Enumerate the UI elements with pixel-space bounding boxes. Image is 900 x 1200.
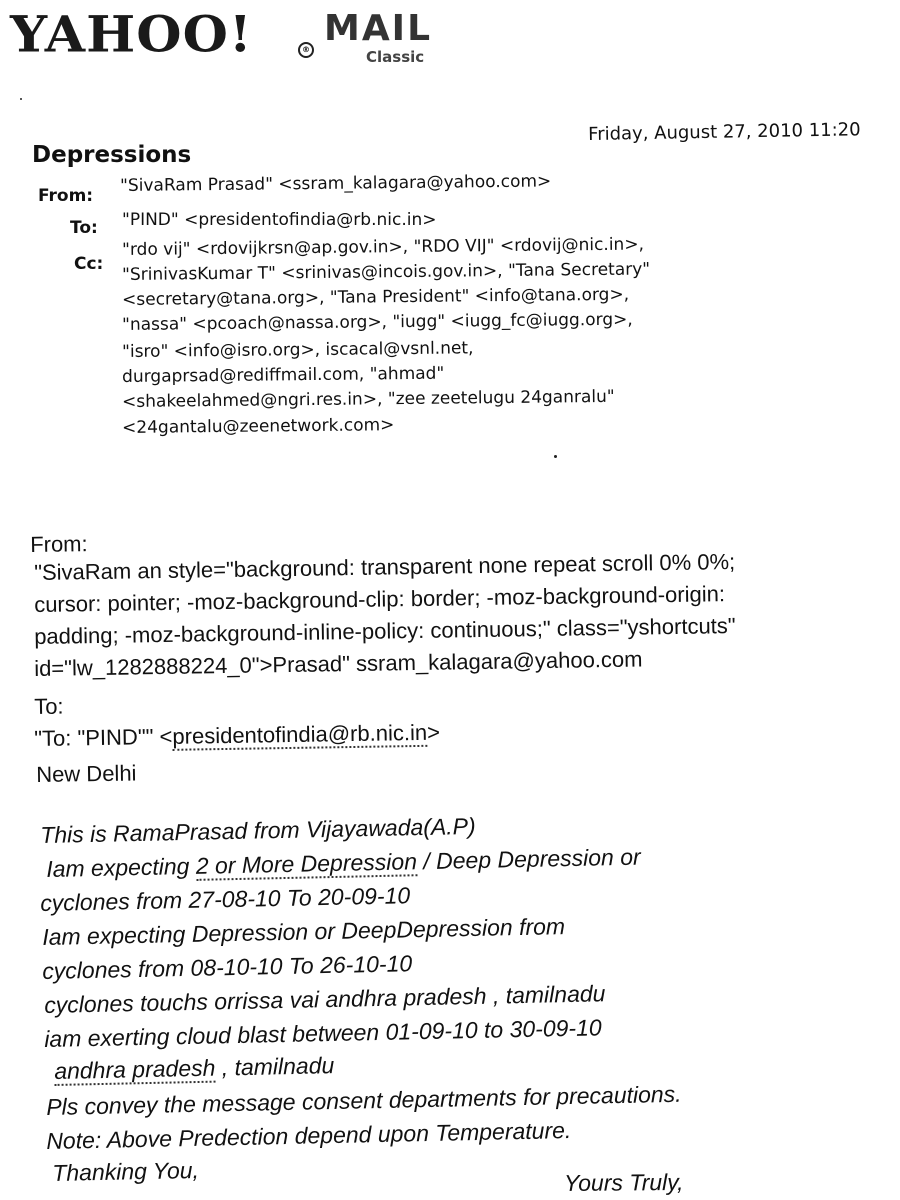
body-line: cyclones touchs orrissa vai andhra pradesh , tamilnadu <box>44 980 606 1018</box>
cc-label: Cc: <box>74 254 104 274</box>
depression-shortcut-link[interactable]: 2 or More Depression <box>195 848 418 879</box>
quoted-to-prefix: "To: "PIND"" < <box>34 723 173 751</box>
to-value: "PIND" <presidentofindia@rb.nic.in> <box>122 210 437 230</box>
cc-line: <24gantalu@zeenetwork.com> <box>122 415 395 438</box>
registered-mark: ® <box>298 42 314 58</box>
andhra-pradesh-shortcut-link[interactable]: andhra pradesh <box>54 1054 216 1084</box>
from-value: "SivaRam Prasad" <ssram_kalagara@yahoo.com> <box>120 171 552 196</box>
body-text: / Deep Depression or <box>416 843 641 875</box>
body-line: Thanking You, <box>52 1156 200 1186</box>
body-line: Iam expecting Depression or DeepDepression from <box>42 913 566 950</box>
logo-brand: YAHOO! <box>10 6 253 64</box>
yahoo-mail-classic-logo <box>6 2 446 72</box>
quoted-to-line <box>34 720 440 752</box>
quoted-raw-line: cursor: pointer; -moz-background-clip: border; -moz-background-origin: <box>34 581 726 617</box>
cc-line: durgaprsad@rediffmail.com, "ahmad" <box>122 363 445 387</box>
body-line <box>54 1052 335 1085</box>
scan-speck <box>20 98 22 100</box>
cc-line: "isro" <info@isro.org>, iscacal@vsnl.net, <box>122 338 474 362</box>
president-email-link[interactable]: presidentofindia@rb.nic.in <box>172 719 428 749</box>
from-label: From: <box>38 186 94 206</box>
quoted-raw-line: "SivaRam an style="background: transparent none repeat scroll 0% 0%; <box>34 548 736 585</box>
cc-line: <secretary@tana.org>, "Tana President" <info@tana.org>, <box>122 284 630 310</box>
quoted-location: New Delhi <box>36 760 137 787</box>
logo-edition: Classic <box>366 48 425 66</box>
body-line: Note: Above Predection depend upon Temperature. <box>46 1117 572 1154</box>
closing-line: Yours Truly, <box>564 1168 684 1196</box>
cc-line: "rdo vij" <rdovijkrsn@ap.gov.in>, "RDO VIJ" <rdovij@nic.in>, <box>122 234 645 260</box>
body-line: Pls convey the message consent departments for precautions. <box>46 1080 682 1120</box>
body-line <box>46 844 641 883</box>
body-text: Iam expecting <box>46 852 197 882</box>
body-line: iam exerting cloud blast between 01-09-10 to 30-09-10 <box>44 1014 602 1052</box>
body-text: , tamilnadu <box>215 1052 335 1081</box>
message-date: Friday, August 27, 2010 11:20 <box>588 119 861 145</box>
quoted-to-label: To: <box>34 693 64 719</box>
message-subject: Depressions <box>32 142 192 168</box>
body-line: cyclones from 08-10-10 To 26-10-10 <box>42 950 413 984</box>
cc-line: <shakeelahmed@ngri.res.in>, "zee zeetelugu 24ganralu" <box>122 386 615 412</box>
to-label: To: <box>70 218 98 238</box>
quoted-to-suffix: > <box>426 719 441 745</box>
cc-line: "SrinivasKumar T" <srinivas@incois.gov.in>, "Tana Secretary" <box>122 259 651 285</box>
scan-speck <box>554 455 557 458</box>
quoted-raw-line: id="lw_1282888224_0">Prasad" ssram_kalagara@yahoo.com <box>34 646 643 681</box>
quoted-raw-line: padding; -moz-background-inline-policy: continuous;" class="yshortcuts" <box>34 612 736 649</box>
quoted-from-label: From: <box>30 531 88 557</box>
body-line: cyclones from 27-08-10 To 20-09-10 <box>40 882 411 916</box>
logo-product: MAIL <box>324 8 433 49</box>
body-line: This is RamaPrasad from Vijayawada(A.P) <box>40 812 476 848</box>
cc-line: "nassa" <pcoach@nassa.org>, "iugg" <iugg_fc@iugg.org>, <box>122 309 633 335</box>
